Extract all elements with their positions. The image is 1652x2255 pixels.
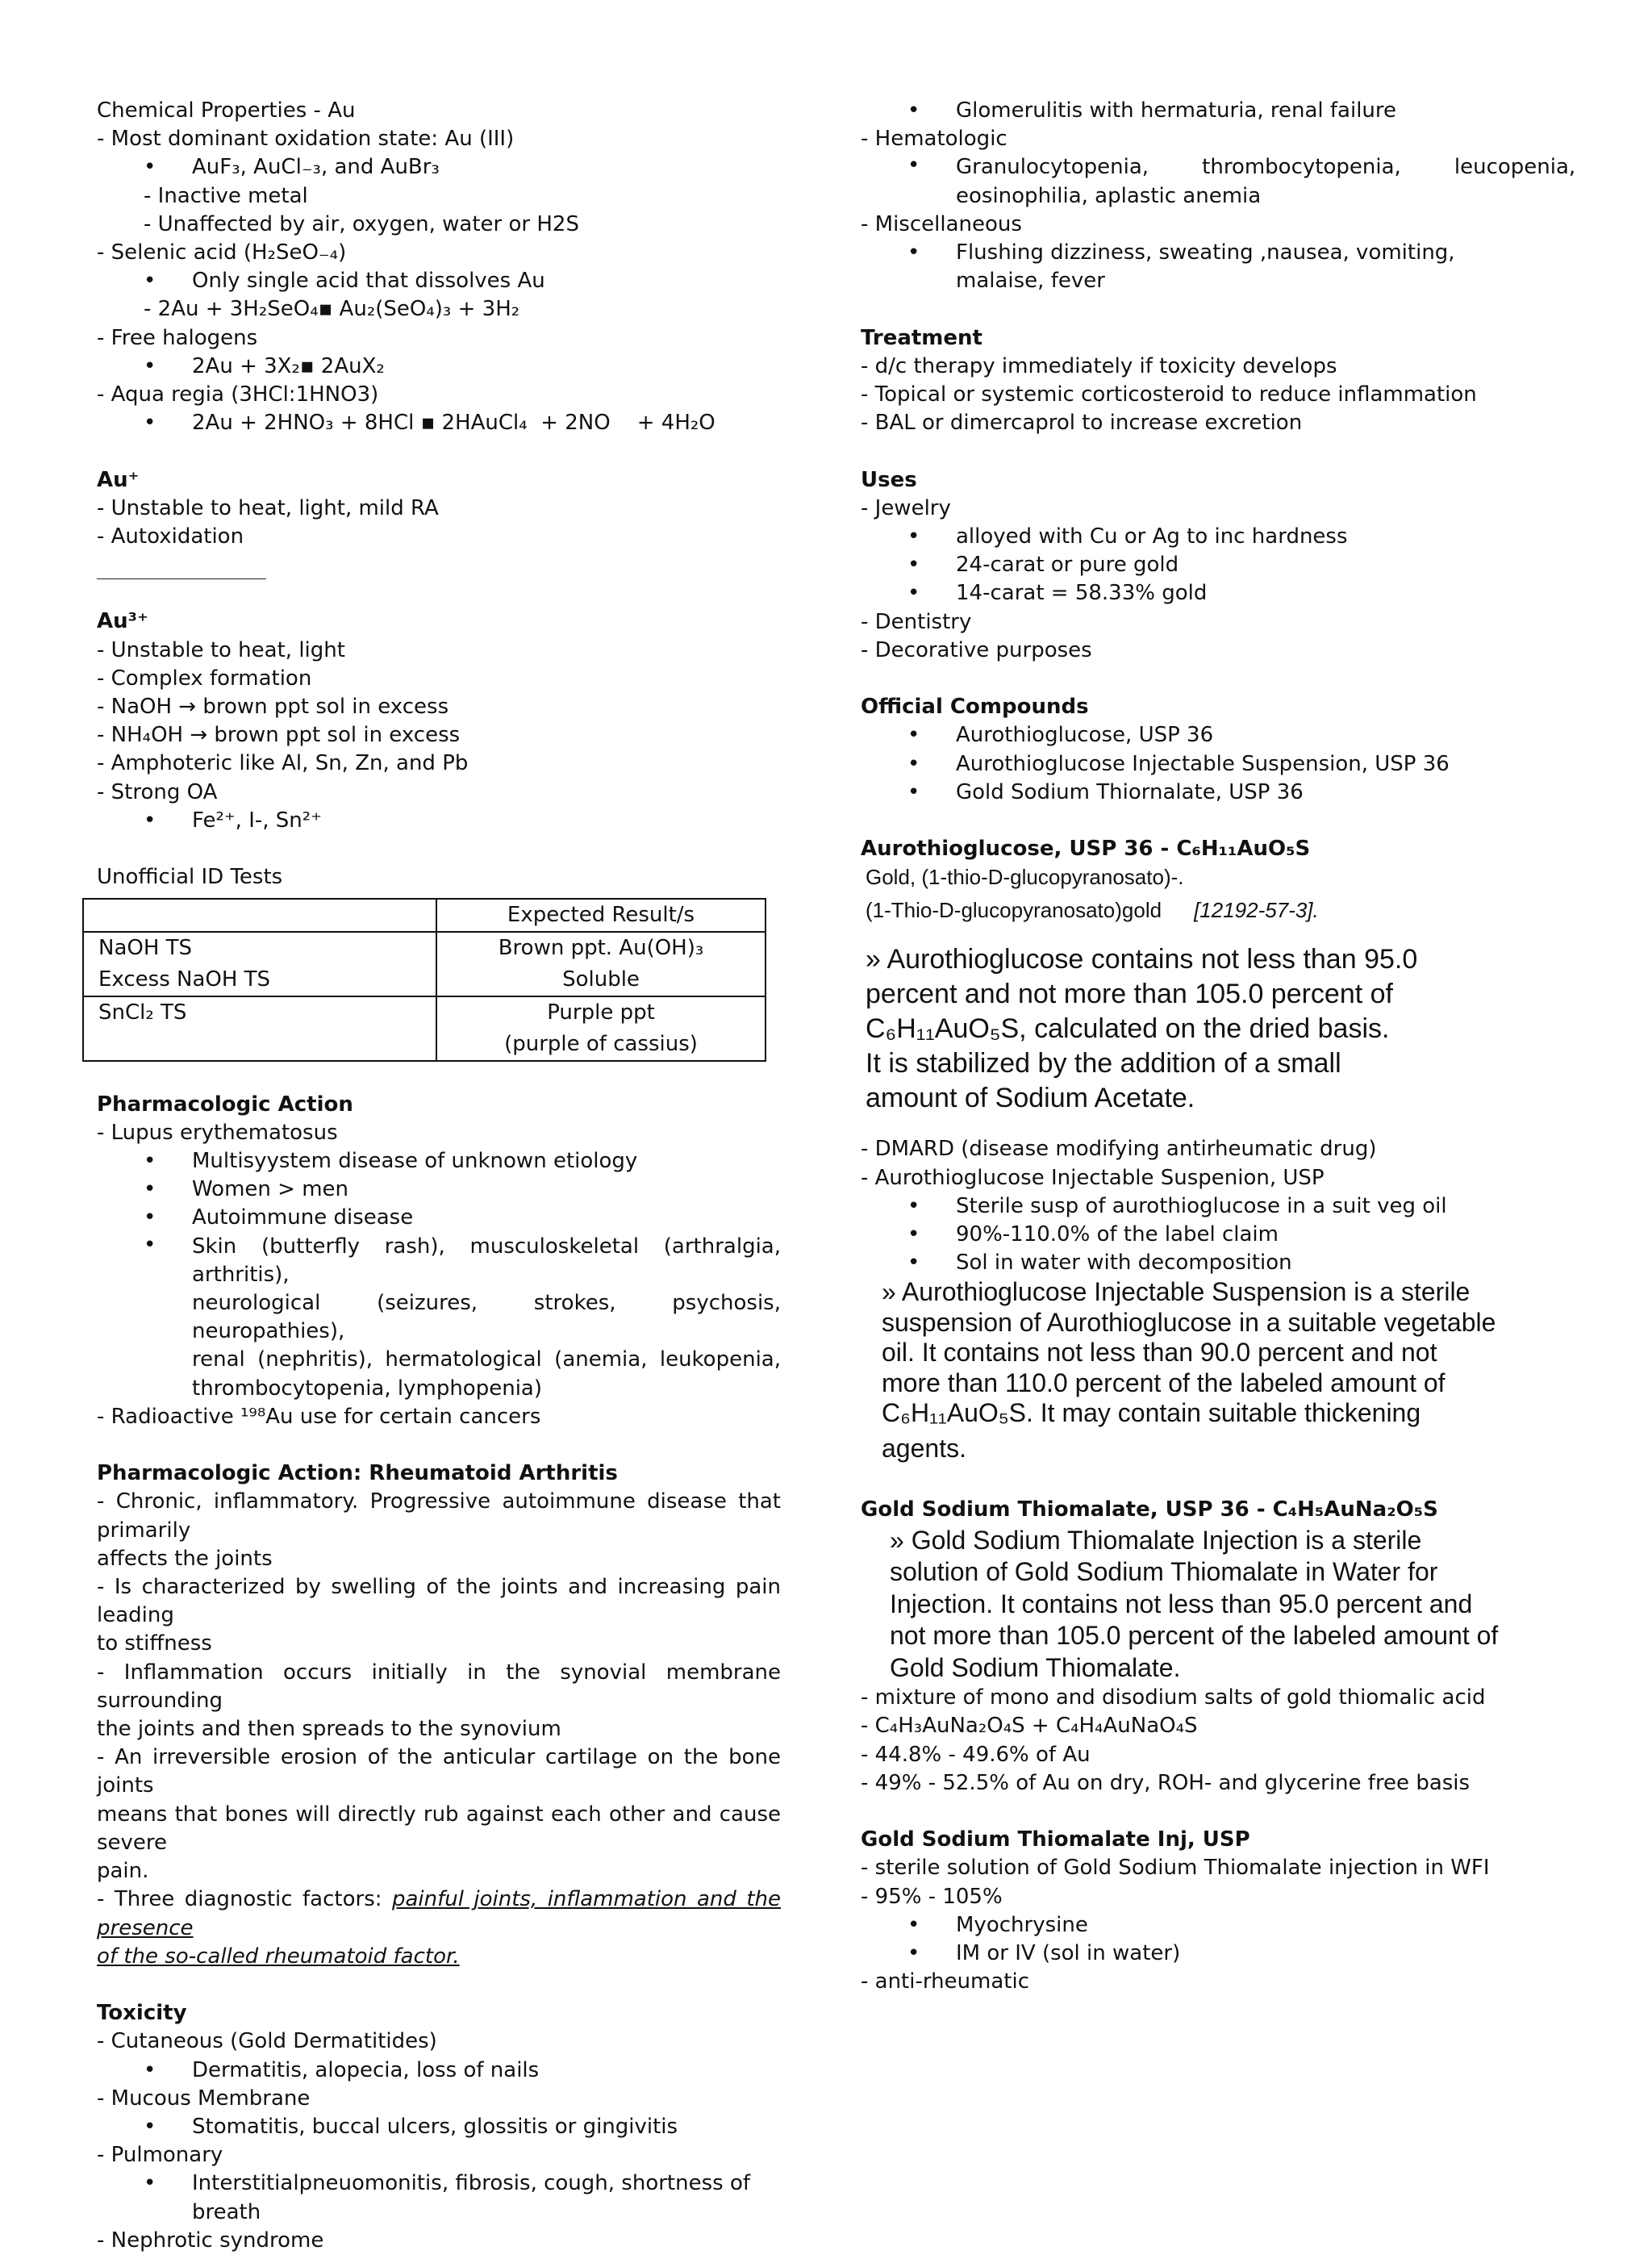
ra-line: to stiffness [97,1631,212,1656]
au3-line: - Complex formation [97,666,312,691]
table-cell [436,996,766,1061]
spacer [97,437,781,466]
gst-line: - 49% - 52.5% of Au on dry, ROH- and glycerine free basis [861,1770,1471,1795]
usp-line: agents. [882,1433,966,1463]
pharm-bullet: • Multisyystem disease of unknown etiology [97,1147,781,1176]
test-result: Purple ppt [547,1000,655,1025]
id-tests-table [82,898,766,1062]
atg-bullet: • Sterile susp of aurothioglucose in a suit veg oil [861,1192,1530,1221]
tox-line: - Mucous Membrane [97,2086,311,2111]
right-column [861,97,1576,1996]
tox-bullet [861,153,1576,210]
spacer [861,665,1530,693]
spacer [861,1798,1530,1826]
table-row [83,932,766,996]
spacer [97,579,781,608]
usp-line: suspension of Aurothioglucose in a suitable vegetable [882,1307,1496,1337]
usp-line: Gold Sodium Thiomalate. [890,1652,1181,1682]
test-name: NaOH TS [98,936,193,961]
tox-line: - Cutaneous (Gold Dermatitides) [97,2029,437,2054]
tox-title: Toxicity [97,2001,187,2026]
chem-line: - Most dominant oxidation state: Au (III) [97,127,515,152]
atg-cas-number: [12192-57-3]. [1194,898,1319,923]
tox-line: - Nephrotic syndrome [97,2228,324,2253]
usp-line: Injection. It contains not less than 95.0 percent and [890,1589,1473,1618]
chem-bullet: • 2Au + 2HNO₃ + 8HCl ▪ 2HAuCl₄ + 2NO + 4H₂O [97,409,781,437]
ra-line: - Is characterized by swelling of the joints and increasing pain leading [97,1575,781,1628]
ra-title: Pharmacologic Action: Rheumatoid Arthritis [97,1461,618,1486]
tox-bullet: • Glomerulitis with hermaturia, renal failure [861,97,1530,125]
atg-title: Aurothioglucose, USP 36 - C₆H₁₁AuO₅S [861,837,1311,862]
au3-line: - Unstable to heat, light [97,637,345,662]
pharm-line: - Lupus erythematosus [97,1120,338,1145]
atg-chemical-name: Gold, (1-thio-D-glucopyranosato)-. [866,865,1184,890]
ra-line: pain. [97,1859,149,1884]
atg-usp-box [866,942,1530,1116]
gsti-bullet: • Myochrysine [861,1911,1530,1940]
chem-bullet: • AuF₃, AuCl₋₃, and AuBr₃ [97,153,781,182]
uses-bullet: • 14-carat = 58.33% gold [861,579,1530,608]
pharm-line: - Radioactive ¹⁹⁸Au use for certain cancers [97,1404,541,1429]
diag-italic: painful joints, inflammation and the presence [97,1887,781,1940]
usp-line: not more than 105.0 percent of the labeled amount of [890,1621,1499,1651]
table-cell [83,996,436,1061]
test-result: Brown ppt. Au(OH)₃ [498,936,704,961]
uses-title: Uses [861,467,917,492]
table-row [83,899,766,932]
official-bullet: • Gold Sodium Thiornalate, USP 36 [861,779,1530,807]
usp-line: C₆H₁₁AuO₅S. It may contain suitable thickening [882,1398,1421,1428]
chem-line: - Inactive metal [144,183,308,208]
usp-line: percent and not more than 105.0 percent of [866,979,1394,1010]
table-row [83,996,766,1061]
gst-usp-box [890,1525,1530,1685]
test-name: SnCl₂ TS [98,1000,187,1025]
treatment-line: - d/c therapy immediately if toxicity develops [861,353,1337,378]
atg-inj-usp-box [882,1277,1530,1464]
table-cell [83,932,436,996]
uses-bullet: • 24-carat or pure gold [861,551,1530,579]
test-result: (purple of cassius) [504,1032,698,1057]
gsti-bullet: • IM or IV (sol in water) [861,1940,1530,1968]
table-cell [83,899,436,932]
au3-bullet: • Fe²⁺, I-, Sn²⁺ [97,807,781,835]
pharm-bullet: • Women > men [97,1176,781,1204]
ra-line: means that bones will directly rub against each other and cause severe [97,1802,781,1855]
chem-line: - Selenic acid (H₂SeO₋₄) [97,240,347,265]
uses-bullet: • alloyed with Cu or Ag to inc hardness [861,523,1530,551]
usp-line: It is stabilized by the addition of a small [866,1048,1341,1079]
skin-line: renal (nephritis), hermatological (anemia, leukopenia, [192,1347,781,1372]
usp-line: amount of Sodium Acetate. [866,1083,1195,1114]
hema-line: • Granulocytopenia, thrombocytopenia, leucopenia, [956,155,1576,180]
au3-line: - Amphoteric like Al, Sn, Zn, and Pb [97,751,469,776]
treatment-line: - Topical or systemic corticosteroid to reduce inflammation [861,382,1477,407]
skin-line: neurological (seizures, strokes, psychosis, neuropathies), [192,1291,781,1344]
chem-title: Chemical Properties - Au [97,98,356,123]
usp-line: oil. It contains not less than 90.0 percent and not [882,1338,1437,1368]
tox-bullet: • Stomatitis, buccal ulcers, glossitis or gingivitis [97,2113,781,2141]
uses-line: - Dentistry [861,609,972,634]
chem-line: - Unaffected by air, oxygen, water or H2S [144,211,579,236]
spacer [861,1116,1530,1135]
diag-italic: of the so-called rheumatoid factor. [97,1944,460,1969]
hema-line: eosinophilia, aplastic anemia [956,183,1262,208]
ra-line: affects the joints [97,1546,273,1571]
chem-line: - Free halogens [97,325,258,350]
gsti-line: - sterile solution of Gold Sodium Thiomalate injection in WFI [861,1856,1490,1881]
chem-line: - Aqua regia (3HCl:1HNO3) [97,382,379,407]
au1-line: - Autoxidation [97,524,244,549]
tox-line: - Pulmonary [97,2143,223,2168]
tox-line: - Hematologic [861,127,1007,152]
au3-title: Au³⁺ [97,609,148,634]
pharm-title: Pharmacologic Action [97,1092,353,1117]
ra-line: - Chronic, inflammatory. Progressive autoimmune disease that primarily [97,1489,781,1543]
atg-bullet: • 90%-110.0% of the label claim [861,1221,1530,1249]
uses-line: - Jewelry [861,495,951,520]
au3-line: - NaOH → brown ppt sol in excess [97,695,449,720]
usp-line: solution of Gold Sodium Thiomalate in Water for [890,1557,1438,1587]
gst-line: - 44.8% - 49.6% of Au [861,1742,1091,1767]
usp-line: » Aurothioglucose Injectable Suspension is a sterile [882,1277,1471,1307]
table-header-cell: Expected Result/s [436,899,766,932]
tox-bullet: • Dermatitis, alopecia, loss of nails [97,2057,781,2085]
official-bullet: • Aurothioglucose Injectable Suspension, USP 36 [861,750,1530,779]
atg-chemical-name [866,896,1530,925]
atg-alt-name: (1-Thio-D-glucopyranosato)gold [866,898,1162,923]
diag-prefix: - Three diagnostic factors: [97,1887,392,1912]
gst-title: Gold Sodium Thiomalate, USP 36 - C₄H₅AuNa₂O₅S [861,1497,1438,1522]
atg-bullet: • Sol in water with decomposition [861,1249,1530,1277]
spacer [97,1062,781,1090]
ra-line: the joints and then spreads to the synovium [97,1717,561,1742]
gsti-title: Gold Sodium Thiomalate Inj, USP [861,1827,1250,1852]
usp-line: C₆H₁₁AuO₅S, calculated on the dried basis. [866,1013,1390,1045]
ra-line: - An irreversible erosion of the anticular cartilage on the bone joints [97,1745,781,1798]
uses-line: - Decorative purposes [861,637,1092,662]
pharm-bullet: • Autoimmune disease [97,1204,781,1232]
usp-line: » Aurothioglucose contains not less than 95.0 [866,944,1418,975]
test-name: Excess NaOH TS [98,967,271,992]
spacer [97,835,781,863]
gsti-line: - 95% - 105% [861,1884,1003,1909]
treatment-line: - BAL or dimercaprol to increase excretion [861,411,1303,436]
chem-bullet: • 2Au + 3X₂▪ 2AuX₂ [97,353,781,381]
tox-line: - Miscellaneous [861,211,1022,236]
skin-line: • Skin (butterfly rash), musculoskeletal (arthralgia, arthritis), [192,1234,781,1287]
tox-bullet: • Flushing dizziness, sweating ,nausea, vomiting, malaise, fever [861,239,1530,295]
official-bullet: • Aurothioglucose, USP 36 [861,721,1530,750]
spacer [97,1971,781,1999]
au1-title: Au⁺ [97,467,140,492]
gst-line: - mixture of mono and disodium salts of gold thiomalic acid [861,1685,1486,1710]
ra-diag-line [97,1885,781,1942]
tox-bullet: • Interstitialpneuomonitis, fibrosis, cough, shortness of breath [97,2169,781,2226]
au3-line: - NH₄OH → brown ppt sol in excess [97,723,461,748]
usp-line: more than 110.0 percent of the labeled amount of [882,1368,1446,1397]
chem-line: - 2Au + 3H₂SeO₄▪ Au₂(SeO₄)₃ + 3H₂ [144,297,520,322]
gst-line: - C₄H₃AuNa₂O₄S + C₄H₄AuNaO₄S [861,1714,1198,1739]
au3-line: - Strong OA [97,779,218,804]
id-tests-title: Unofficial ID Tests [97,865,283,890]
chem-bullet: • Only single acid that dissolves Au [97,267,781,295]
pharm-bullet [97,1233,781,1403]
table-cell [436,932,766,996]
divider [97,551,266,579]
gsti-line: - anti-rheumatic [861,1969,1030,1994]
atg-line: - Aurothioglucose Injectable Suspenion, USP [861,1165,1325,1190]
spacer [861,437,1530,466]
atg-line: - DMARD (disease modifying antirheumatic drug) [861,1137,1377,1162]
ra-diag-line [97,1943,781,1971]
left-column [97,97,781,2255]
au1-line: - Unstable to heat, light, mild RA [97,495,439,520]
test-result: Soluble [562,967,640,992]
official-title: Official Compounds [861,695,1089,720]
skin-line: thrombocytopenia, lymphopenia) [192,1376,542,1401]
spacer [97,1431,781,1459]
spacer [861,807,1530,835]
usp-line: » Gold Sodium Thiomalate Injection is a sterile [890,1525,1422,1555]
treatment-title: Treatment [861,325,982,350]
spacer [861,295,1530,324]
spacer [861,1464,1530,1496]
ra-line: - Inflammation occurs initially in the synovial membrane surrounding [97,1660,781,1713]
